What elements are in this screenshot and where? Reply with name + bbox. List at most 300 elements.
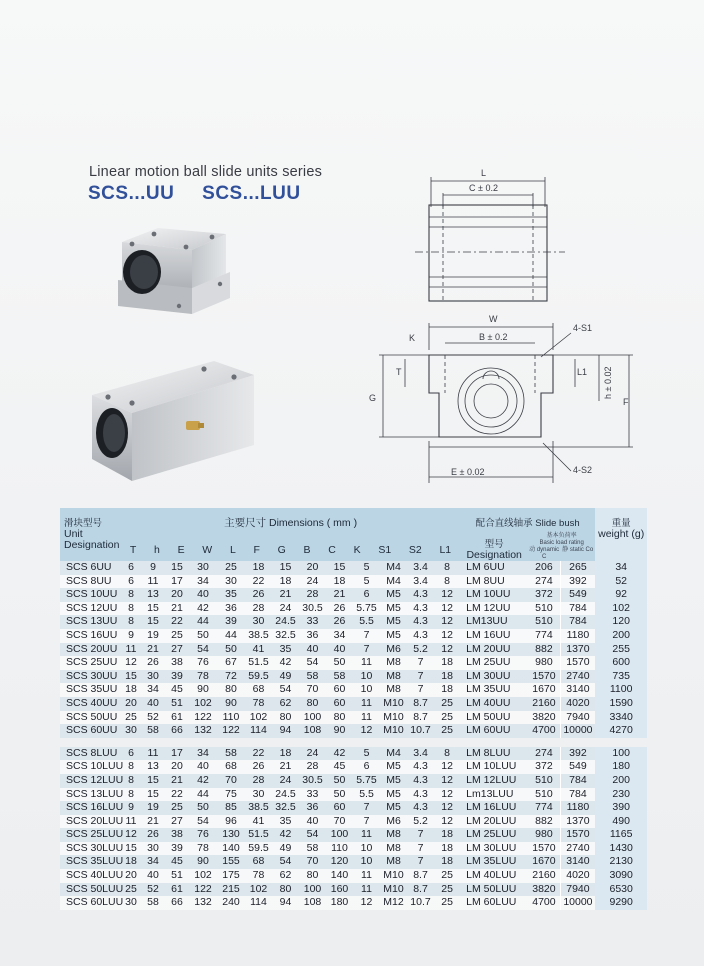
uu-cell: 76 <box>189 656 217 670</box>
luu-cell: 51.5 <box>245 828 272 842</box>
luu-cell: 59.5 <box>245 842 272 856</box>
uu-cell: 3820 <box>528 711 560 725</box>
table-row <box>60 724 647 738</box>
luu-cell: 5.75 <box>353 774 380 788</box>
luu-cell: 1180 <box>560 801 595 815</box>
uu-cell: SCS 25UU <box>60 656 121 670</box>
header-static: 静 static Co <box>562 547 594 553</box>
luu-cell: 66 <box>165 896 189 910</box>
table-row <box>60 774 647 788</box>
luu-cell: 54 <box>189 815 217 829</box>
uu-cell: 68 <box>245 683 272 697</box>
uu-cell: 110 <box>217 711 245 725</box>
uu-cell: 18 <box>326 575 353 589</box>
uu-cell: 39 <box>165 670 189 684</box>
table-row <box>60 855 647 869</box>
table-row <box>60 588 647 602</box>
uu-cell: LM 35UU <box>460 683 528 697</box>
luu-cell: 26 <box>141 828 165 842</box>
header-weight-en: weight (g) <box>598 528 645 540</box>
luu-cell: 1370 <box>560 815 595 829</box>
luu-cell: 68 <box>217 760 245 774</box>
dim-label-k: K <box>409 333 416 343</box>
luu-cell: 70 <box>299 855 326 869</box>
uu-cell: 600 <box>595 656 647 670</box>
luu-cell: 4020 <box>560 869 595 883</box>
luu-cell: 8 <box>121 774 141 788</box>
luu-cell: 33 <box>299 788 326 802</box>
uu-cell: 40 <box>189 588 217 602</box>
luu-cell: 24 <box>299 747 326 761</box>
dim-label-s1: 4-S1 <box>573 323 593 333</box>
luu-cell: LM 12LUU <box>460 774 528 788</box>
luu-cell: 70 <box>326 815 353 829</box>
uu-cell: 50 <box>326 656 353 670</box>
header-dim-w: W <box>202 544 213 556</box>
table-row <box>60 602 647 616</box>
luu-cell: 5 <box>353 747 380 761</box>
luu-cell: 20 <box>121 869 141 883</box>
uu-cell: 8.7 <box>407 711 434 725</box>
table-row <box>60 747 647 761</box>
luu-cell: 3.4 <box>407 747 434 761</box>
header-dim-e: E <box>177 544 185 556</box>
luu-cell: 18 <box>121 855 141 869</box>
uu-cell: 114 <box>245 724 272 738</box>
uu-cell: 21 <box>326 588 353 602</box>
uu-cell: 38 <box>165 656 189 670</box>
table-row <box>60 828 647 842</box>
uu-cell: 10.7 <box>407 724 434 738</box>
uu-cell: M10 <box>380 711 407 725</box>
luu-cell: 130 <box>217 828 245 842</box>
uu-cell: 274 <box>528 575 560 589</box>
uu-cell: 20 <box>299 561 326 575</box>
uu-cell: 3340 <box>595 711 647 725</box>
uu-cell: M8 <box>380 670 407 684</box>
uu-cell: M5 <box>380 588 407 602</box>
uu-cell: SCS 12UU <box>60 602 121 616</box>
luu-cell: 45 <box>326 760 353 774</box>
uu-cell: 7 <box>353 629 380 643</box>
uu-cell: LM 8UU <box>460 575 528 589</box>
luu-cell: LM 30LUU <box>460 842 528 856</box>
luu-cell: 1165 <box>595 828 647 842</box>
uu-cell: 15 <box>121 670 141 684</box>
luu-cell: 6 <box>353 760 380 774</box>
luu-cell: 12 <box>434 788 460 802</box>
luu-cell: 549 <box>560 760 595 774</box>
uu-cell: 11 <box>121 643 141 657</box>
luu-cell: 41 <box>245 815 272 829</box>
luu-cell: 24.5 <box>272 788 299 802</box>
luu-cell: 62 <box>272 869 299 883</box>
luu-cell: 1430 <box>595 842 647 856</box>
header-dim-s1: S1 <box>378 544 392 556</box>
uu-cell: 58 <box>141 724 165 738</box>
uu-cell: 61 <box>165 711 189 725</box>
uu-cell: 132 <box>189 724 217 738</box>
uu-cell: 80 <box>299 697 326 711</box>
uu-cell: 34 <box>141 683 165 697</box>
luu-cell: 6 <box>121 747 141 761</box>
luu-cell: 40 <box>141 869 165 883</box>
luu-cell: 38.5 <box>245 801 272 815</box>
uu-cell: 100 <box>299 711 326 725</box>
luu-cell: 3820 <box>528 883 560 897</box>
uu-cell: 34 <box>326 629 353 643</box>
uu-cell: 30 <box>141 670 165 684</box>
luu-cell: 108 <box>299 896 326 910</box>
luu-cell: 774 <box>528 801 560 815</box>
luu-cell: 19 <box>141 801 165 815</box>
luu-cell: SCS 12LUU <box>60 774 121 788</box>
table-row <box>60 683 647 697</box>
uu-cell: 5.2 <box>407 643 434 657</box>
uu-cell: M4 <box>380 575 407 589</box>
uu-cell: 4.3 <box>407 588 434 602</box>
product-photo-uu <box>108 222 238 322</box>
product-photo-luu <box>86 355 261 490</box>
uu-cell: 80 <box>326 711 353 725</box>
luu-cell: 240 <box>217 896 245 910</box>
luu-cell: 11 <box>141 747 165 761</box>
luu-cell: 3090 <box>595 869 647 883</box>
uu-cell: 8 <box>121 602 141 616</box>
luu-cell: 100 <box>595 747 647 761</box>
table-row <box>60 656 647 670</box>
table-row <box>60 788 647 802</box>
uu-cell: 30.5 <box>299 602 326 616</box>
luu-cell: 7 <box>407 828 434 842</box>
uu-cell: 51 <box>165 697 189 711</box>
luu-cell: 18 <box>434 842 460 856</box>
header-bush-en: Designation <box>466 549 522 561</box>
luu-cell: 4.3 <box>407 788 434 802</box>
uu-cell: SCS 30UU <box>60 670 121 684</box>
luu-cell: 11 <box>353 869 380 883</box>
header-dim-l1: L1 <box>439 544 452 556</box>
uu-cell: 25 <box>434 711 460 725</box>
uu-cell: 30 <box>189 561 217 575</box>
uu-cell: 66 <box>165 724 189 738</box>
luu-cell: 42 <box>272 828 299 842</box>
luu-cell: 3140 <box>560 855 595 869</box>
uu-cell: 18 <box>434 683 460 697</box>
luu-cell: 230 <box>595 788 647 802</box>
luu-cell: 40 <box>189 760 217 774</box>
uu-cell: 51.5 <box>245 656 272 670</box>
uu-cell: 15 <box>141 615 165 629</box>
uu-cell: 21 <box>272 588 299 602</box>
uu-cell: M5 <box>380 602 407 616</box>
header-dimensions: 主要尺寸 Dimensions ( mm ) <box>224 517 358 529</box>
uu-cell: 4020 <box>560 697 595 711</box>
uu-cell: 15 <box>326 561 353 575</box>
uu-cell: 5 <box>353 575 380 589</box>
uu-cell: 15 <box>165 561 189 575</box>
luu-cell: LM 8LUU <box>460 747 528 761</box>
table-row <box>60 575 647 589</box>
luu-cell: 140 <box>217 842 245 856</box>
uu-cell: 12 <box>121 656 141 670</box>
uu-cell: 5.75 <box>353 602 380 616</box>
luu-cell: 5.5 <box>353 788 380 802</box>
table-row <box>60 842 647 856</box>
luu-cell: SCS 30LUU <box>60 842 121 856</box>
luu-cell: 114 <box>245 896 272 910</box>
uu-cell: 4270 <box>595 724 647 738</box>
luu-cell: 1670 <box>528 855 560 869</box>
luu-cell: M12 <box>380 896 407 910</box>
uu-cell: 9 <box>141 561 165 575</box>
luu-cell: 68 <box>245 855 272 869</box>
uu-cell: 44 <box>189 615 217 629</box>
luu-cell: 12 <box>434 801 460 815</box>
luu-cell: SCS 35LUU <box>60 855 121 869</box>
table-row <box>60 869 647 883</box>
luu-cell: 100 <box>326 828 353 842</box>
uu-cell: SCS 8UU <box>60 575 121 589</box>
luu-cell: 4700 <box>528 896 560 910</box>
uu-cell: 54 <box>189 643 217 657</box>
uu-cell: 1670 <box>528 683 560 697</box>
luu-cell: 100 <box>299 883 326 897</box>
uu-cell: 6 <box>121 575 141 589</box>
uu-cell: 15 <box>141 602 165 616</box>
spec-table <box>60 508 647 910</box>
model-uu: SCS...UU <box>88 183 175 204</box>
header-slide-bush: 配合直线轴承 Slide bush <box>475 518 580 529</box>
uu-cell: 1570 <box>560 656 595 670</box>
luu-cell: 980 <box>528 828 560 842</box>
table-row <box>60 896 647 910</box>
luu-cell: 24 <box>272 774 299 788</box>
luu-cell: LM 35LUU <box>460 855 528 869</box>
dim-label-f: F <box>623 397 629 407</box>
uu-cell: SCS 35UU <box>60 683 121 697</box>
luu-cell: M5 <box>380 774 407 788</box>
luu-cell: SCS 16LUU <box>60 801 121 815</box>
uu-cell: SCS 60UU <box>60 724 121 738</box>
luu-cell: LM 16LUU <box>460 801 528 815</box>
header-dim-c: C <box>328 544 336 556</box>
luu-cell: 392 <box>560 747 595 761</box>
dim-label-b: B ± 0.2 <box>479 332 508 342</box>
uu-cell: 980 <box>528 656 560 670</box>
luu-cell: 12 <box>434 815 460 829</box>
luu-cell: LM 40LUU <box>460 869 528 883</box>
luu-cell: 30.5 <box>299 774 326 788</box>
uu-cell: M8 <box>380 683 407 697</box>
luu-cell: 11 <box>353 883 380 897</box>
uu-cell: 122 <box>217 724 245 738</box>
luu-cell: 58 <box>217 747 245 761</box>
uu-cell: LM 25UU <box>460 656 528 670</box>
luu-cell: 10 <box>353 842 380 856</box>
luu-cell: 78 <box>189 842 217 856</box>
luu-cell: 75 <box>217 788 245 802</box>
luu-cell: 94 <box>272 896 299 910</box>
uu-cell: 40 <box>141 697 165 711</box>
uu-cell: 80 <box>272 711 299 725</box>
luu-cell: 58 <box>299 842 326 856</box>
luu-cell: 20 <box>165 760 189 774</box>
uu-cell: 94 <box>272 724 299 738</box>
luu-cell: 155 <box>217 855 245 869</box>
luu-cell: 10.7 <box>407 896 434 910</box>
uu-cell: M8 <box>380 656 407 670</box>
luu-cell: 30 <box>245 788 272 802</box>
luu-cell: 274 <box>528 747 560 761</box>
uu-cell: 59.5 <box>245 670 272 684</box>
uu-cell: 36 <box>217 602 245 616</box>
uu-cell: 10000 <box>560 724 595 738</box>
uu-cell: 30 <box>245 615 272 629</box>
luu-cell: 132 <box>189 896 217 910</box>
luu-cell: 34 <box>189 747 217 761</box>
uu-cell: 50 <box>217 643 245 657</box>
uu-cell: 108 <box>299 724 326 738</box>
uu-cell: 4.3 <box>407 602 434 616</box>
luu-cell: SCS 25LUU <box>60 828 121 842</box>
uu-cell: M10 <box>380 724 407 738</box>
uu-cell: LM 30UU <box>460 670 528 684</box>
uu-cell: SCS 50UU <box>60 711 121 725</box>
luu-cell: 2740 <box>560 842 595 856</box>
luu-cell: 39 <box>165 842 189 856</box>
uu-cell: 80 <box>217 683 245 697</box>
uu-cell: 67 <box>217 656 245 670</box>
luu-cell: M8 <box>380 855 407 869</box>
dim-label-w: W <box>489 314 498 324</box>
luu-cell: 15 <box>141 774 165 788</box>
uu-cell: 102 <box>595 602 647 616</box>
luu-cell: 1570 <box>560 828 595 842</box>
luu-cell: SCS 10LUU <box>60 760 121 774</box>
luu-cell: 215 <box>217 883 245 897</box>
uu-cell: 7 <box>407 683 434 697</box>
luu-cell: 882 <box>528 815 560 829</box>
uu-cell: 32.5 <box>272 629 299 643</box>
uu-cell: 1590 <box>595 697 647 711</box>
header-dim-k: K <box>353 544 361 556</box>
uu-cell: 78 <box>189 670 217 684</box>
uu-cell: 90 <box>189 683 217 697</box>
luu-cell: 9290 <box>595 896 647 910</box>
uu-cell: 774 <box>528 629 560 643</box>
table-row <box>60 883 647 897</box>
luu-cell: 80 <box>299 869 326 883</box>
table-row <box>60 629 647 643</box>
uu-cell: 1100 <box>595 683 647 697</box>
luu-cell: 9 <box>121 801 141 815</box>
luu-cell: SCS 20LUU <box>60 815 121 829</box>
uu-cell: 8 <box>121 588 141 602</box>
uu-cell: 44 <box>217 629 245 643</box>
luu-cell: 25 <box>121 883 141 897</box>
uu-cell: M6 <box>380 643 407 657</box>
uu-cell: 11 <box>141 575 165 589</box>
model-luu: SCS...LUU <box>202 183 301 204</box>
uu-cell: 1180 <box>560 629 595 643</box>
luu-cell: 4.3 <box>407 801 434 815</box>
luu-cell: 60 <box>326 801 353 815</box>
table-row <box>60 615 647 629</box>
header-dim-l: L <box>229 544 236 556</box>
header-dim-symbols <box>121 545 460 556</box>
table-row <box>60 561 647 575</box>
luu-cell: 102 <box>189 869 217 883</box>
uu-cell: 25 <box>165 629 189 643</box>
luu-cell: LM 60LUU <box>460 896 528 910</box>
luu-cell: 42 <box>189 774 217 788</box>
uu-cell: 25 <box>434 724 460 738</box>
uu-cell: 24 <box>299 575 326 589</box>
uu-cell: 12 <box>434 602 460 616</box>
uu-cell: M4 <box>380 561 407 575</box>
uu-cell: 4.3 <box>407 615 434 629</box>
luu-cell: 8.7 <box>407 869 434 883</box>
uu-cell: 25 <box>217 561 245 575</box>
luu-cell: 76 <box>189 828 217 842</box>
luu-cell: SCS 50LUU <box>60 883 121 897</box>
luu-cell: 85 <box>217 801 245 815</box>
uu-cell: 40 <box>326 643 353 657</box>
header-weight-cn: 重量 <box>611 518 631 529</box>
uu-cell: 40 <box>299 643 326 657</box>
uu-cell: 10 <box>353 683 380 697</box>
uu-cell: 5 <box>353 561 380 575</box>
luu-cell: 90 <box>189 855 217 869</box>
header-load-cn: 基本负荷率 <box>546 533 577 539</box>
uu-cell: SCS 13UU <box>60 615 121 629</box>
uu-cell: 25 <box>434 697 460 711</box>
luu-cell: 110 <box>326 842 353 856</box>
luu-cell: 15 <box>121 842 141 856</box>
luu-cell: 160 <box>326 883 353 897</box>
luu-cell: 32.5 <box>272 801 299 815</box>
uu-cell: 70 <box>299 683 326 697</box>
luu-cell: M5 <box>380 760 407 774</box>
uu-cell: 72 <box>217 670 245 684</box>
uu-cell: LM13UU <box>460 615 528 629</box>
luu-cell: 35 <box>272 815 299 829</box>
header-dim-t: T <box>129 544 137 556</box>
luu-cell: 2160 <box>528 869 560 883</box>
luu-cell: 26 <box>245 760 272 774</box>
luu-cell: 22 <box>165 788 189 802</box>
uu-cell: 34 <box>189 575 217 589</box>
luu-cell: 120 <box>326 855 353 869</box>
uu-cell: 7940 <box>560 711 595 725</box>
uu-cell: 8 <box>434 575 460 589</box>
series-title: Linear motion ball slide units series <box>89 164 323 180</box>
luu-cell: 18 <box>272 747 299 761</box>
luu-cell: 7 <box>353 815 380 829</box>
luu-cell: 102 <box>245 883 272 897</box>
uu-cell: 30 <box>121 724 141 738</box>
table-row <box>60 697 647 711</box>
luu-cell: 10000 <box>560 896 595 910</box>
luu-cell: 7 <box>407 842 434 856</box>
uu-cell: LM 12UU <box>460 602 528 616</box>
luu-cell: 4.3 <box>407 774 434 788</box>
uu-cell: 78 <box>245 697 272 711</box>
luu-cell: 27 <box>165 815 189 829</box>
uu-cell: 60 <box>326 697 353 711</box>
luu-cell: 180 <box>595 760 647 774</box>
